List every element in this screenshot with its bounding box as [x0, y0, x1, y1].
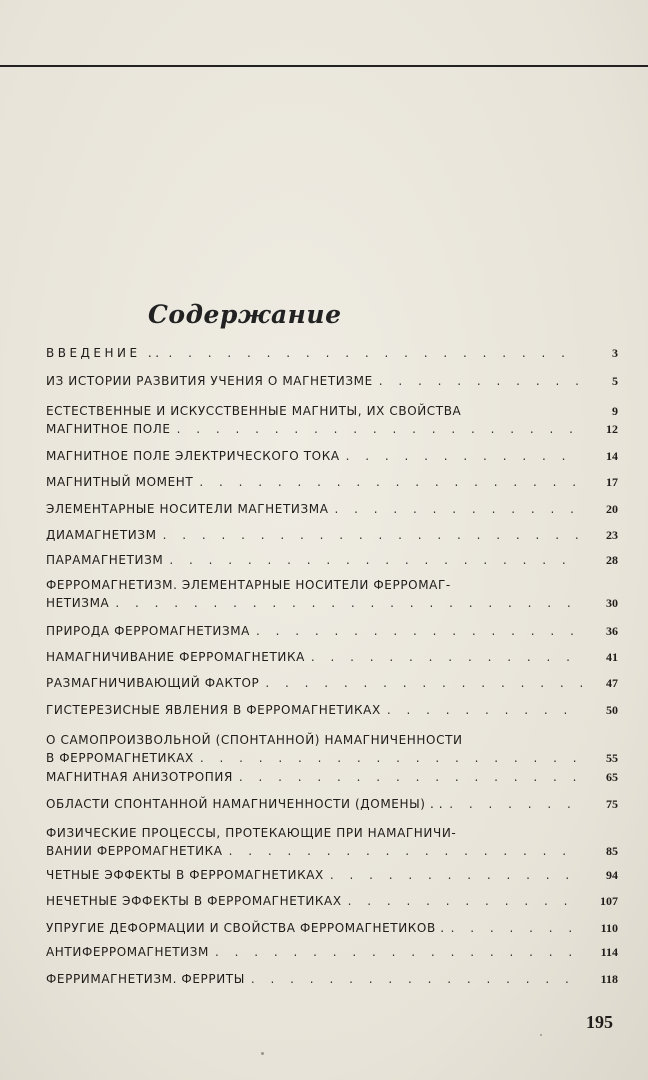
toc-entry: [46, 528, 618, 546]
toc-page-number: 118: [600, 972, 618, 986]
toc-entry: [46, 346, 618, 364]
toc-entry-title: ПРИРОДА ФЕРРОМАГНЕТИЗМА: [46, 624, 250, 638]
toc-line: [46, 676, 618, 694]
toc-entry: [46, 894, 618, 912]
toc-line: [46, 972, 618, 990]
dot-leader: [335, 502, 582, 516]
toc-entry: [46, 770, 618, 788]
toc-page-number: 9: [612, 404, 618, 418]
top-rule: [0, 65, 648, 67]
toc-entry-title: ЭЛЕМЕНТАРНЫЕ НОСИТЕЛИ МАГНЕТИЗМА: [46, 502, 329, 516]
toc-page-number: 107: [600, 894, 618, 908]
toc-line: [46, 475, 618, 493]
toc-line: [46, 868, 618, 886]
toc-line: [46, 797, 618, 815]
toc-entry: [46, 624, 618, 642]
paper-speck: [261, 1052, 264, 1055]
toc-entry: [46, 733, 618, 769]
toc-entry-title: ФЕРРИМАГНЕТИЗМ. ФЕРРИТЫ: [46, 972, 245, 986]
toc-page-number: 30: [606, 596, 618, 610]
toc-line: [46, 770, 618, 788]
toc-entry-title: ВАНИИ ФЕРРОМАГНЕТИКА: [46, 844, 223, 858]
toc-entry-title: МАГНИТНОЕ ПОЛЕ: [46, 422, 171, 436]
toc-page-number: 110: [600, 921, 618, 935]
dot-leader: [256, 624, 582, 638]
toc-page-number: 28: [606, 553, 618, 567]
toc-line: [46, 528, 618, 546]
toc-page-number: 36: [606, 624, 618, 638]
toc-page-number: 14: [606, 449, 618, 463]
dot-leader: [163, 528, 582, 542]
dot-leader: [387, 703, 582, 717]
toc-page-number: 17: [606, 475, 618, 489]
page-number: 195: [586, 1012, 613, 1032]
toc-line: [46, 945, 618, 963]
toc-entry-title: ИЗ ИСТОРИИ РАЗВИТИЯ УЧЕНИЯ О МАГНЕТИЗМЕ: [46, 374, 373, 388]
toc-entry-title: ФЕРРОМАГНЕТИЗМ. ЭЛЕМЕНТАРНЫЕ НОСИТЕЛИ ФЕРРОМАГ-: [46, 578, 451, 592]
toc-entry-title: В ФЕРРОМАГНЕТИКАХ: [46, 751, 194, 765]
toc-line: [46, 346, 618, 364]
toc-page-number: 75: [606, 797, 618, 811]
toc-entry-title: ОБЛАСТИ СПОНТАННОЙ НАМАГНИЧЕННОСТИ (ДОМЕНЫ) . .: [46, 797, 444, 811]
toc-entry-title: ЧЕТНЫЕ ЭФФЕКТЫ В ФЕРРОМАГНЕТИКАХ: [46, 868, 324, 882]
toc-entry-title: НЕТИЗМА: [46, 596, 110, 610]
toc-entry-title: МАГНИТНАЯ АНИЗОТРОПИЯ: [46, 770, 233, 784]
toc-line: [46, 921, 618, 939]
dot-leader: [239, 770, 582, 784]
dot-leader: [251, 972, 582, 986]
dot-leader: [348, 894, 582, 908]
toc-entry: [46, 374, 618, 392]
toc-entry-title: ВВЕДЕНИЕ ..: [46, 346, 163, 360]
toc-entry: [46, 475, 618, 493]
toc-line: [46, 703, 618, 721]
toc-entry: [46, 703, 618, 721]
toc-page-number: 3: [612, 346, 618, 360]
dot-leader: [330, 868, 582, 882]
toc-entry: [46, 404, 618, 440]
toc-line: [46, 624, 618, 642]
toc-entry-title: ДИАМАГНЕТИЗМ: [46, 528, 157, 542]
toc-entry-title: АНТИФЕРРОМАГНЕТИЗМ: [46, 945, 210, 959]
toc-entry: [46, 945, 618, 963]
toc-entry-title: НЕЧЕТНЫЕ ЭФФЕКТЫ В ФЕРРОМАГНЕТИКАХ: [46, 894, 342, 908]
toc-page-number: 5: [612, 374, 618, 388]
toc-entry: [46, 676, 618, 694]
dot-leader: [215, 945, 582, 959]
toc-page-number: 55: [606, 751, 618, 765]
toc-entry: [46, 826, 618, 862]
toc-line: [46, 374, 618, 392]
toc-page-number: 47: [606, 676, 618, 690]
dot-leader: [169, 553, 582, 567]
toc-entry-title: ПАРАМАГНЕТИЗМ: [46, 553, 164, 567]
dot-leader: [115, 596, 582, 610]
toc-entry-title: ГИСТЕРЕЗИСНЫЕ ЯВЛЕНИЯ В ФЕРРОМАГНЕТИКАХ: [46, 703, 381, 717]
toc-entry: [46, 921, 618, 939]
toc-page-number: 20: [606, 502, 618, 516]
toc-entry-title: ЕСТЕСТВЕННЫЕ И ИСКУССТВЕННЫЕ МАГНИТЫ, ИХ СВОЙСТВА: [46, 404, 462, 418]
toc-entry-title: УПРУГИЕ ДЕФОРМАЦИИ И СВОЙСТВА ФЕРРОМАГНЕТИКОВ .: [46, 921, 445, 935]
dot-leader: [311, 650, 582, 664]
dot-leader: [199, 475, 582, 489]
toc-page-number: 50: [606, 703, 618, 717]
toc-entry: [46, 553, 618, 571]
toc-entry-title: НАМАГНИЧИВАНИЕ ФЕРРОМАГНЕТИКА: [46, 650, 305, 664]
toc-line: [46, 844, 618, 862]
toc-entry: [46, 449, 618, 467]
toc-line: [46, 449, 618, 467]
dot-leader: [379, 374, 582, 388]
toc-page-number: 85: [606, 844, 618, 858]
toc-entry: [46, 972, 618, 990]
toc-line: [46, 578, 618, 596]
toc-entry: [46, 797, 618, 815]
dot-leader: [200, 751, 582, 765]
toc-entry: [46, 502, 618, 520]
dot-leader: [169, 346, 582, 360]
dot-leader: [451, 921, 582, 935]
dot-leader: [265, 676, 582, 690]
toc-line: [46, 650, 618, 668]
toc-line: [46, 894, 618, 912]
toc-line: [46, 502, 618, 520]
toc-page-number: 65: [606, 770, 618, 784]
toc-entry-title: О САМОПРОИЗВОЛЬНОЙ (СПОНТАННОЙ) НАМАГНИЧЕННОСТИ: [46, 733, 463, 747]
toc-entry-title: МАГНИТНОЕ ПОЛЕ ЭЛЕКТРИЧЕСКОГО ТОКА: [46, 449, 340, 463]
toc-entry-title: РАЗМАГНИЧИВАЮЩИЙ ФАКТОР: [46, 676, 260, 690]
toc-line: [46, 404, 618, 422]
toc-line: [46, 596, 618, 614]
dot-leader: [346, 449, 582, 463]
toc-page-number: 23: [606, 528, 618, 542]
dot-leader: [177, 422, 582, 436]
toc-entry: [46, 868, 618, 886]
toc-page-number: 94: [606, 868, 618, 882]
contents-title: Содержание: [148, 300, 342, 329]
toc-line: [46, 422, 618, 440]
toc-entry: [46, 650, 618, 668]
paper-speck: [540, 1034, 542, 1036]
toc-page-number: 114: [600, 945, 618, 959]
toc-line: [46, 733, 618, 751]
dot-leader: [229, 844, 582, 858]
dot-leader: [449, 797, 582, 811]
toc-line: [46, 751, 618, 769]
toc-entry: [46, 578, 618, 614]
toc-entry-title: МАГНИТНЫЙ МОМЕНТ: [46, 475, 194, 489]
toc-line: [46, 553, 618, 571]
toc-page-number: 41: [606, 650, 618, 664]
toc-page-number: 12: [606, 422, 618, 436]
toc-line: [46, 826, 618, 844]
toc-entry-title: ФИЗИЧЕСКИЕ ПРОЦЕССЫ, ПРОТЕКАЮЩИЕ ПРИ НАМАГНИЧИ-: [46, 826, 457, 840]
